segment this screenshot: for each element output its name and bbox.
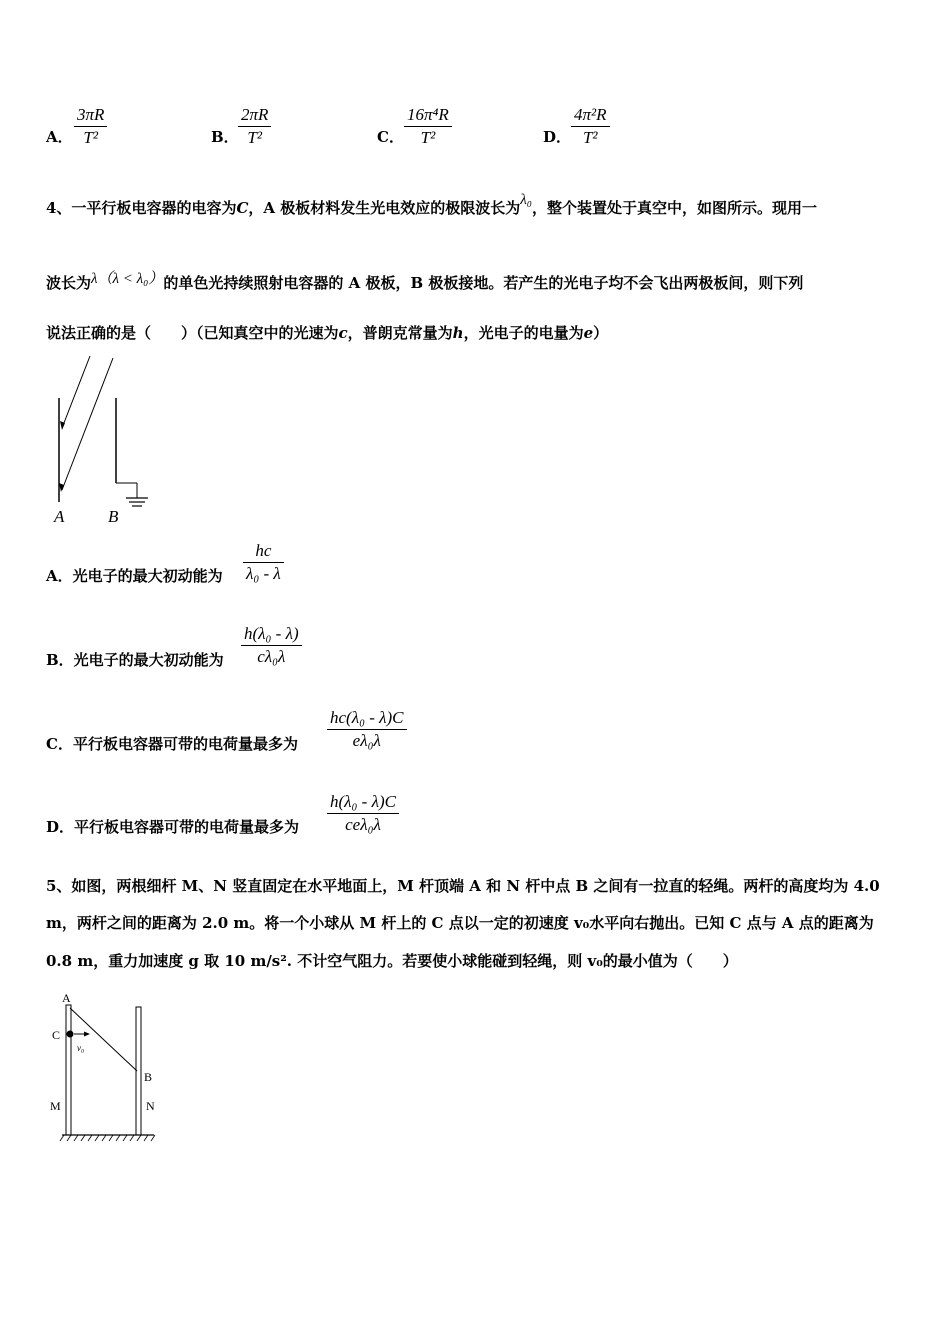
label-n: N bbox=[146, 1099, 155, 1113]
q3-option-b-label[interactable]: B． bbox=[211, 128, 239, 146]
q5-poles-figure bbox=[44, 988, 174, 1148]
q4-option-c-label[interactable]: C．平行板电容器可带的电荷量最多为 bbox=[46, 735, 298, 753]
label-v0: v₀ bbox=[77, 1043, 85, 1053]
q4-line-1: 4、一平行板电容器的电容为C，A 极板材料发生光电效应的极限波长为λ₀，整个装置处于真空中，如图所示。现用一 bbox=[46, 192, 818, 217]
q5-line-2: m，两杆之间的距离为 2.0 m。将一个小球从 M 杆上的 C 点以一定的初速度 v₀水平向右抛出。已知 C 点与 A 点的距离为 bbox=[46, 914, 874, 932]
q3-option-b-numerator: 2πR bbox=[241, 105, 269, 124]
q4-option-d-label[interactable]: D．平行板电容器可带的电荷量最多为 bbox=[46, 818, 300, 836]
q4-var-capacitance: C bbox=[236, 199, 249, 217]
q4-lambda: λ bbox=[91, 271, 98, 287]
label-b: B bbox=[108, 507, 119, 526]
q4-lambda0: λ₀ bbox=[520, 192, 532, 208]
q3-option-d-fraction bbox=[571, 104, 610, 149]
q5-line-1: 5、如图，两根细杆 M、N 竖直固定在水平地面上，M 杆顶端 A 和 N 杆中点 B 之间有一拉直的轻绳。两杆的高度均为 4.0 bbox=[46, 877, 880, 895]
label-a: A bbox=[54, 507, 65, 526]
q3-option-c-fraction bbox=[404, 104, 452, 149]
ground-hatching bbox=[60, 1135, 155, 1141]
light-ray-2 bbox=[62, 358, 113, 490]
q4-option-a-fraction: $\frac{hc}{\text{λ₀ - λ}}$ bbox=[243, 540, 284, 585]
pole-m bbox=[66, 1005, 71, 1135]
q3-option-b-denominator: T² bbox=[238, 126, 271, 149]
q3-option-d-label[interactable]: D． bbox=[543, 128, 572, 146]
label-m: M bbox=[50, 1099, 61, 1113]
q4-option-b-label[interactable]: B．光电子的最大初动能为 bbox=[46, 651, 224, 669]
q3-option-a-denominator: T² bbox=[74, 126, 107, 149]
q3-option-a-numerator: 3πR bbox=[77, 105, 105, 124]
q4-option-b-fraction: $\frac{\text{h(λ₀ - λ)}}{\text{cλ₀λ}}$ bbox=[241, 623, 302, 668]
q4-option-a-label[interactable]: A．光电子的最大初动能为 bbox=[46, 567, 223, 585]
q4-option-c-fraction: $\frac{\text{hc(λ₀ - λ)C}}{\text{eλ₀λ}}$ bbox=[327, 707, 407, 752]
q3-option-c-numerator: 16π⁴R bbox=[407, 105, 449, 124]
label-a: A bbox=[62, 991, 71, 1005]
q3-option-d-denominator: T² bbox=[571, 126, 610, 149]
q5-line-3: 0.8 m，重力加速度 g 取 10 m/s². 不计空气阻力。若要使小球能碰到轻绳，则 v₀的最小值为（ ） bbox=[46, 952, 738, 970]
q3-option-b-fraction bbox=[238, 104, 271, 149]
q4-capacitor-figure bbox=[40, 350, 160, 530]
q3-option-c-denominator: T² bbox=[404, 126, 452, 149]
q3-option-c-label[interactable]: C． bbox=[377, 128, 404, 146]
label-b: B bbox=[144, 1070, 153, 1084]
q4-condition: （λ < λ₀） bbox=[97, 271, 164, 287]
q4-line-2: 波长为λ（λ < λ₀）的单色光持续照射电容器的 A 极板，B 极板接地。若产生的光电子均不会飞出两极板间，则下列 bbox=[46, 271, 804, 292]
q4-option-d-fraction: h(λ₀ - λ)C ceλ₀λ bbox=[327, 791, 399, 836]
ball bbox=[67, 1031, 74, 1038]
light-ray-1 bbox=[62, 356, 90, 428]
label-c: C bbox=[52, 1028, 61, 1042]
q3-option-d-numerator: 4π²R bbox=[574, 105, 607, 124]
q4-line-3: 说法正确的是（ ）（已知真空中的光速为c，普朗克常量为h，光电子的电量为e） bbox=[46, 324, 609, 342]
q3-option-a-label[interactable]: A． bbox=[46, 128, 73, 146]
q3-option-a-fraction bbox=[74, 104, 107, 149]
rope bbox=[70, 1008, 137, 1071]
